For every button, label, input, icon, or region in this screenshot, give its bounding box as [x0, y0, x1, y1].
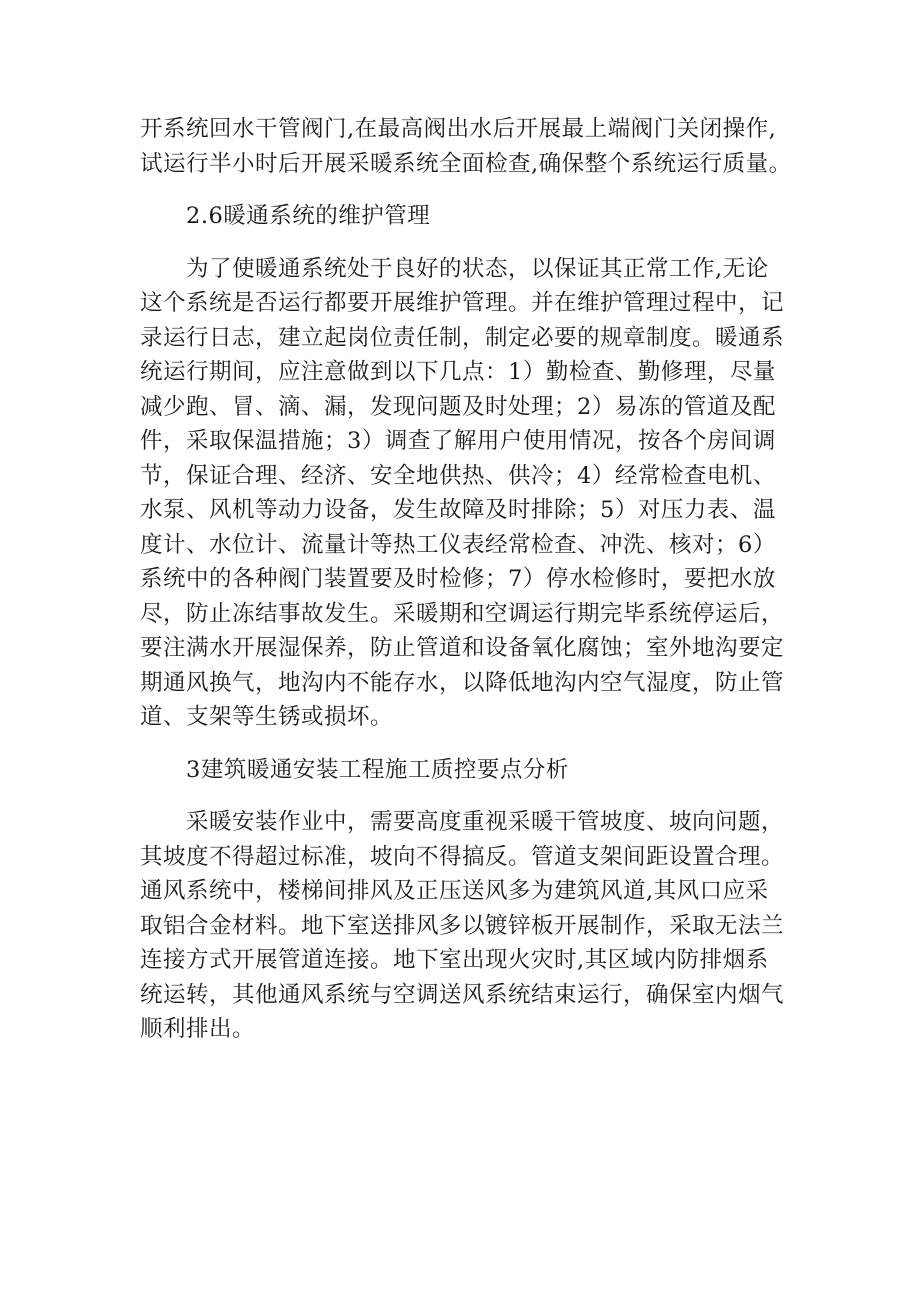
text-line: 取铝合金材料。地下室送排风多以镀锌板开展制作，采取无法兰 — [140, 912, 785, 939]
text-line: 通风系统中，楼梯间排风及正压送风多为建筑风道,其风口应采 — [140, 878, 769, 904]
text-line: 系统中的各种阀门装置要及时检修；7）停水检修时，要把水放 — [140, 566, 776, 592]
text-line: 统运转，其他通风系统与空调送风系统结束运行，确保室内烟气 — [140, 981, 785, 1008]
text-line: 顺利排出。 — [140, 1016, 256, 1042]
text-line: 度计、水位计、流量计等热工仪表经常检查、冲洗、核对；6） — [140, 531, 776, 558]
text-line: 件，采取保温措施；3）调查了解用户使用情况，按各个房间调 — [140, 428, 776, 454]
text-line: 开系统回水干管阀门,在最高阀出水后开展最上端阀门关闭操作, — [140, 116, 777, 142]
text-line: 减少跑、冒、滴、漏，发现问题及时处理；2）易冻的管道及配 — [140, 393, 776, 420]
text-line: 连接方式开展管道连接。地下室出现火灾时,其区域内防排烟系 — [140, 947, 769, 973]
document-body — [140, 112, 800, 1047]
paragraph-system-trial-run — [140, 112, 800, 181]
text-line: 试运行半小时后开展采暖系统全面检查,确保整个系统运行质量。 — [140, 150, 792, 177]
section-title: 3建筑暖通安装工程施工质控要点分析 — [186, 756, 569, 783]
text-line: 要注满水开展湿保养，防止管道和设备氧化腐蚀；室外地沟要定 — [140, 635, 785, 661]
section-heading-3 — [140, 753, 800, 788]
text-line: 采暖安装作业中，需要高度重视采暖干管坡度、坡向问题， — [186, 809, 785, 835]
text-line: 尽，防止冻结事故发生。采暖期和空调运行期完毕系统停运后， — [140, 600, 785, 627]
text-line: 这个系统是否运行都要开展维护管理。并在维护管理过程中，记 — [140, 290, 785, 316]
paragraph-maintenance — [140, 252, 800, 735]
text-line: 水泵、风机等动力设备，发生故障及时排除；5）对压力表、温 — [140, 497, 776, 523]
text-line: 期通风换气，地沟内不能存水，以降低地沟内空气湿度，防止管 — [140, 669, 785, 696]
text-line: 为了使暖通系统处于良好的状态，以保证其正常工作,无论 — [186, 255, 769, 282]
text-line: 其坡度不得超过标准，坡向不得搞反。管道支架间距设置合理。 — [140, 843, 785, 870]
section-title: 2.6暖通系统的维护管理 — [186, 203, 431, 229]
text-line: 道、支架等生锈或损坏。 — [140, 704, 394, 730]
section-heading-2-6 — [140, 199, 800, 234]
text-line: 录运行日志，建立起岗位责任制，制定必要的规章制度。暖通系 — [140, 324, 785, 351]
text-line: 统运行期间，应注意做到以下几点：1）勤检查、勤修理，尽量 — [140, 359, 776, 385]
text-line: 节，保证合理、经济、安全地供热、供冷；4）经常检查电机、 — [140, 462, 776, 489]
paragraph-quality-control — [140, 805, 800, 1047]
